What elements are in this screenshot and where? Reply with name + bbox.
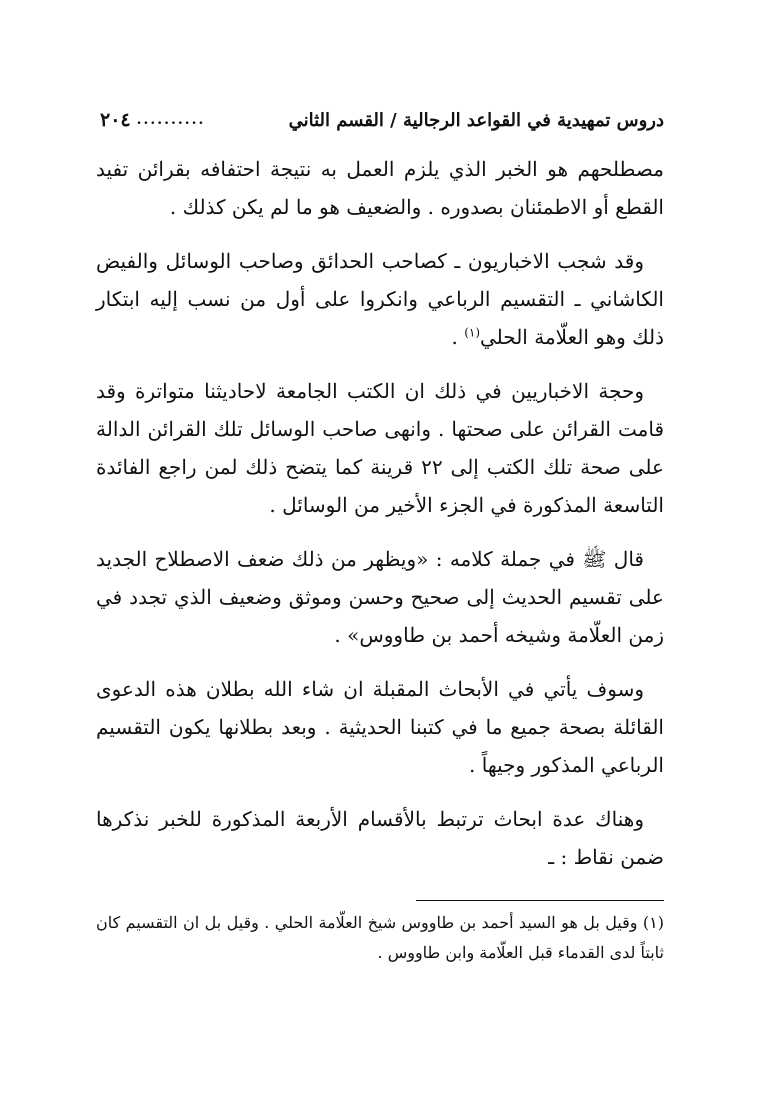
- running-header: [100, 100, 664, 140]
- paragraph-3-text: وحجة الاخباريين في ذلك ان الكتب الجامعة لاحاديثنا متواترة وقد قامت القرائن على صحتها . وانهى صاحب الوسائل تلك القرائن الدالة على صحة تلك الكتب إلى ٢٢ قرينة كما يتضح ذلك لمن راجع الفائدة التاسعة المذكورة في الجزء الأخير من الوسائل .: [96, 379, 664, 517]
- paragraph-2: [96, 242, 664, 356]
- paragraph-5: [96, 670, 664, 784]
- paragraph-5-text: وسوف يأتي في الأبحاث المقبلة ان شاء الله بطلان هذه الدعوى القائلة بصحة جميع ما في كتبنا الحديثية . وبعد بطلانها يكون التقسيم الرباعي المذكور وجيهاً .: [96, 677, 664, 777]
- paragraph-1-text: مصطلحهم هو الخبر الذي يلزم العمل به نتيجة احتفافه بقرائن تفيد القطع أو الاطمئنان بصدوره . والضعيف هو ما لم يكن كذلك .: [96, 157, 664, 219]
- paragraph-4-text: قال ﷺ في جملة كلامه : «ويظهر من ذلك ضعف الاصطلاح الجديد على تقسيم الحديث إلى صحيح وحسن وموثق وضعيف الذي تجدد في زمن العلّامة وشيخه أحمد بن طاووس» .: [96, 547, 664, 647]
- paragraph-6: [96, 800, 664, 876]
- dot-leader: ..........: [136, 112, 206, 128]
- paragraph-4: [96, 540, 664, 654]
- paragraph-2-text: وقد شجب الاخباريون ـ كصاحب الحدائق وصاحب الوسائل والفيض الكاشاني ـ التقسيم الرباعي وانكروا على أول من نسب إليه ابتكار ذلك وهو العلّامة الحلي: [96, 249, 664, 349]
- paragraph-6-text: وهناك عدة ابحاث ترتبط بالأقسام الأربعة المذكورة للخبر نذكرها ضمن نقاط : ـ: [96, 807, 664, 869]
- body-text: [96, 150, 664, 892]
- page-number: ٢٠٤: [100, 109, 131, 131]
- paragraph-1: [96, 150, 664, 226]
- footnote-text: (١) وقيل بل هو السيد أحمد بن طاووس شيخ العلّامة الحلي . وقيل بل ان التقسيم كان ثابتاً لدى القدماء قبل العلّامة وابن طاووس .: [96, 913, 664, 962]
- footnote: [96, 908, 664, 968]
- header-title: دروس تمهيدية في القواعد الرجالية / القسم الثاني: [288, 109, 664, 131]
- paragraph-3: [96, 372, 664, 524]
- paragraph-2-tail: .: [451, 325, 465, 349]
- header-page-group: [100, 109, 205, 131]
- footnote-divider: [416, 900, 664, 901]
- footnote-reference[interactable]: (١): [464, 325, 481, 340]
